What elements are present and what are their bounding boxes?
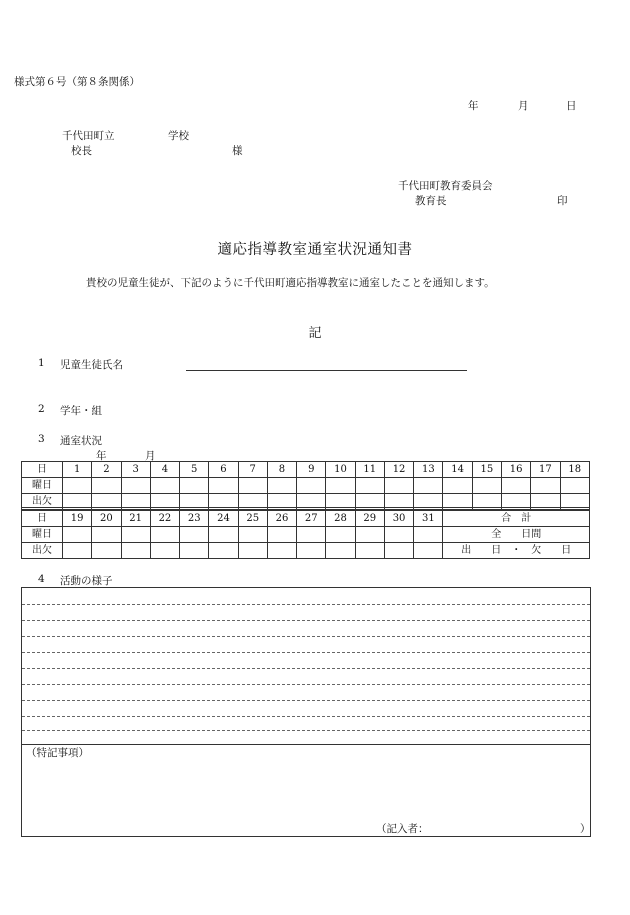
activity-line: [22, 652, 590, 653]
student-name-line[interactable]: [186, 370, 467, 371]
day-cell: 30: [384, 511, 413, 527]
day-cell: 10: [326, 462, 355, 478]
item4-label: 活動の様子: [60, 575, 113, 587]
activity-line: [22, 668, 590, 669]
attendance-cell[interactable]: [238, 543, 267, 559]
sender-superintendent: 教育長: [415, 195, 447, 207]
day-cell: 11: [355, 462, 384, 478]
attendance-cell[interactable]: [121, 543, 150, 559]
day-cell: 31: [414, 511, 443, 527]
weekday-cell[interactable]: [297, 527, 326, 543]
day-cell: 15: [472, 462, 501, 478]
item3-month: 月: [145, 450, 156, 462]
weekday-cell[interactable]: [180, 478, 209, 494]
day-cell: 13: [414, 462, 443, 478]
weekday-cell[interactable]: [63, 527, 92, 543]
activity-box[interactable]: [21, 587, 591, 837]
attendance-cell[interactable]: [150, 543, 179, 559]
row-header-weekday: 曜日: [22, 478, 63, 494]
weekday-cell[interactable]: [326, 478, 355, 494]
date-month: 月: [518, 100, 529, 112]
activity-line: [22, 684, 590, 685]
weekday-cell[interactable]: [355, 527, 384, 543]
day-cell: 29: [355, 511, 384, 527]
row-header-weekday: 曜日: [22, 527, 63, 543]
total-attendance-absence[interactable]: 出 日 ・ 欠 日: [443, 543, 590, 559]
item4-number: 4: [38, 573, 45, 585]
attendance-cell[interactable]: [209, 543, 238, 559]
weekday-cell[interactable]: [150, 478, 179, 494]
weekday-cell[interactable]: [384, 478, 413, 494]
weekday-cell[interactable]: [501, 478, 530, 494]
day-cell: 8: [267, 462, 296, 478]
weekday-cell[interactable]: [531, 478, 560, 494]
weekday-cell[interactable]: [92, 478, 121, 494]
row-header-attendance: 出欠: [22, 494, 63, 510]
sender-board: 千代田町教育委員会: [398, 180, 493, 192]
attendance-cell[interactable]: [384, 543, 413, 559]
ki-heading: 記: [308, 326, 322, 341]
attendance-cell[interactable]: [267, 543, 296, 559]
day-cell: 7: [238, 462, 267, 478]
recorder-open: （記入者：: [376, 823, 429, 835]
item2-label: 学年・組: [60, 405, 102, 417]
day-cell: 23: [180, 511, 209, 527]
intro-text: 貴校の児童生徒が、下記のように千代田町適応指導教室に通室したことを通知します。: [86, 277, 495, 289]
day-cell: 17: [531, 462, 560, 478]
weekday-cell[interactable]: [355, 478, 384, 494]
weekday-cell[interactable]: [297, 478, 326, 494]
day-cell: 25: [238, 511, 267, 527]
day-cell: 9: [297, 462, 326, 478]
seal-mark: 印: [557, 195, 568, 207]
addressee-town: 千代田町立: [62, 130, 115, 142]
weekday-cell[interactable]: [267, 527, 296, 543]
document-title: 適応指導教室通室状況通知書: [217, 242, 413, 258]
day-cell: 20: [92, 511, 121, 527]
weekday-cell[interactable]: [63, 478, 92, 494]
weekday-row: [22, 527, 590, 543]
weekday-cell[interactable]: [326, 527, 355, 543]
date-year: 年: [468, 100, 479, 112]
item1-label: 児童生徒氏名: [60, 359, 123, 371]
recorder-close: ）: [580, 823, 591, 835]
weekday-cell[interactable]: [209, 527, 238, 543]
notes-divider: [22, 744, 590, 745]
day-cell: 26: [267, 511, 296, 527]
day-cell: 27: [297, 511, 326, 527]
form-number: 様式第６号（第８条関係）: [14, 76, 140, 88]
attendance-cell[interactable]: [92, 543, 121, 559]
day-row: [22, 462, 590, 478]
attendance-cell[interactable]: [326, 543, 355, 559]
activity-line: [22, 700, 590, 701]
addressee-sama: 様: [232, 145, 243, 157]
weekday-cell[interactable]: [384, 527, 413, 543]
weekday-cell[interactable]: [121, 527, 150, 543]
weekday-cell[interactable]: [414, 527, 443, 543]
item2-number: 2: [38, 403, 45, 415]
day-cell: 24: [209, 511, 238, 527]
weekday-cell[interactable]: [267, 478, 296, 494]
attendance-row: [22, 543, 590, 559]
day-cell: 18: [560, 462, 589, 478]
attendance-table-second-half: [21, 510, 590, 559]
weekday-cell[interactable]: [414, 478, 443, 494]
weekday-cell[interactable]: [472, 478, 501, 494]
day-cell: 16: [501, 462, 530, 478]
weekday-cell[interactable]: [180, 527, 209, 543]
item3-label: 通室状況: [60, 435, 102, 447]
day-cell: 12: [384, 462, 413, 478]
day-cell: 1: [63, 462, 92, 478]
day-cell: 5: [180, 462, 209, 478]
activity-line: [22, 730, 590, 731]
activity-line: [22, 620, 590, 621]
attendance-table-first-half: [21, 461, 590, 510]
day-cell: 6: [209, 462, 238, 478]
activity-line: [22, 604, 590, 605]
weekday-cell[interactable]: [238, 478, 267, 494]
attendance-cell[interactable]: [355, 543, 384, 559]
weekday-cell[interactable]: [238, 527, 267, 543]
day-cell: 19: [63, 511, 92, 527]
attendance-cell[interactable]: [180, 543, 209, 559]
weekday-cell[interactable]: [209, 478, 238, 494]
weekday-cell[interactable]: [443, 478, 472, 494]
item3-year: 年: [96, 450, 107, 462]
addressee-principal: 校長: [71, 145, 92, 157]
weekday-cell[interactable]: [121, 478, 150, 494]
activity-line: [22, 716, 590, 717]
table-divider: [21, 507, 590, 508]
day-cell: 3: [121, 462, 150, 478]
weekday-cell[interactable]: [150, 527, 179, 543]
item3-number: 3: [38, 433, 45, 445]
day-cell: 22: [150, 511, 179, 527]
weekday-row: [22, 478, 590, 494]
day-cell: 14: [443, 462, 472, 478]
total-header: 合 計: [443, 511, 590, 527]
weekday-cell[interactable]: [560, 478, 589, 494]
date-day: 日: [566, 100, 577, 112]
day-cell: 2: [92, 462, 121, 478]
item1-number: 1: [38, 357, 45, 369]
day-cell: 28: [326, 511, 355, 527]
row-header-day: 日: [22, 462, 63, 478]
attendance-cell[interactable]: [414, 543, 443, 559]
row-header-day: 日: [22, 511, 63, 527]
row-header-attendance: 出欠: [22, 543, 63, 559]
total-all-days[interactable]: 全 日間: [443, 527, 590, 543]
activity-line: [22, 636, 590, 637]
day-row: [22, 511, 590, 527]
notes-label: （特記事項）: [26, 747, 89, 759]
attendance-cell[interactable]: [297, 543, 326, 559]
weekday-cell[interactable]: [92, 527, 121, 543]
addressee-school: 学校: [168, 130, 189, 142]
attendance-cell[interactable]: [63, 543, 92, 559]
day-cell: 21: [121, 511, 150, 527]
day-cell: 4: [150, 462, 179, 478]
